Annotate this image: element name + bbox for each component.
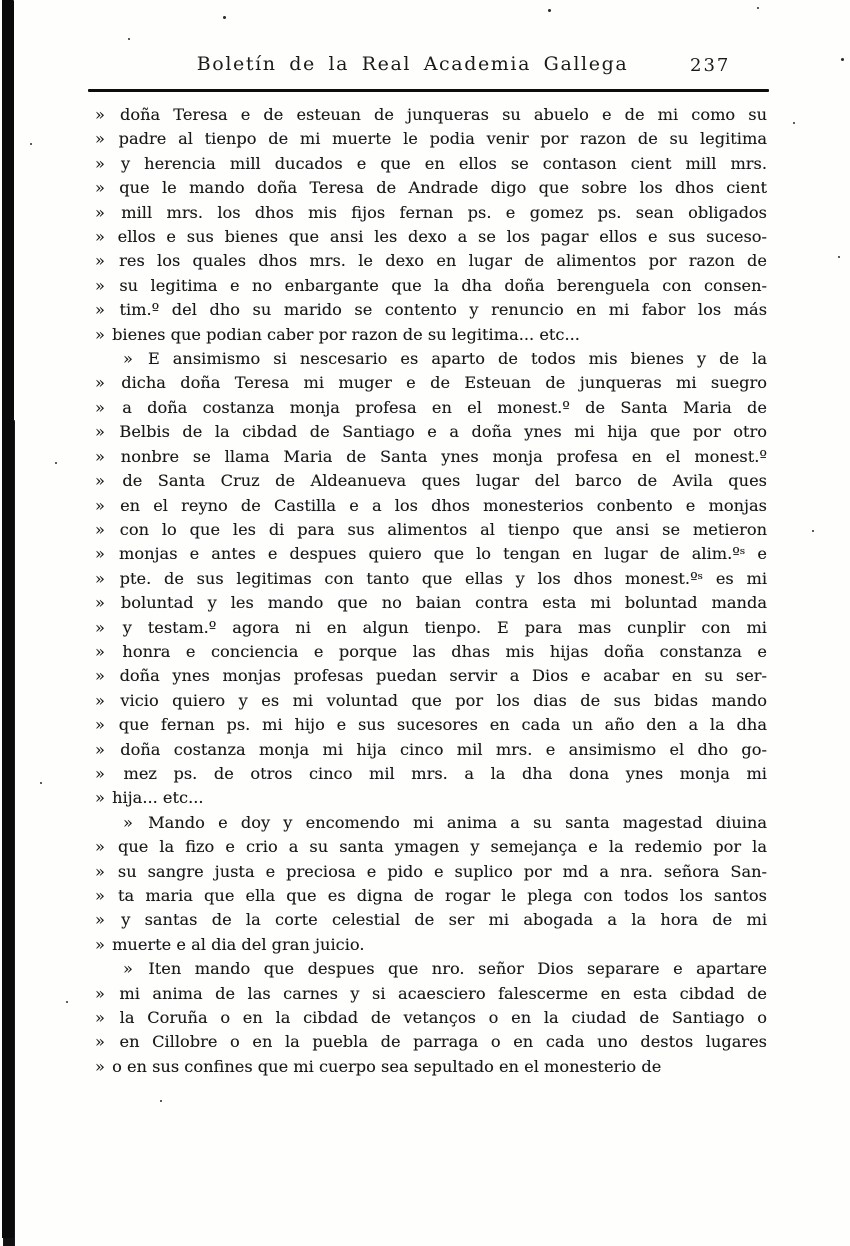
line-text: res los quales dhos mrs. le dexo en lugar de alimentos por razon de [119, 251, 767, 271]
line-text: pte. de sus legitimas con tanto que ellas y los dhos monest.ºˢ es mi [119, 568, 767, 588]
quote-mark: » [95, 227, 105, 247]
line-text: que le mando doña Teresa de Andrade digo que sobre los dhos cient [119, 178, 767, 198]
text-line [95, 298, 767, 322]
text-line [95, 176, 767, 200]
quote-mark: » [95, 105, 105, 124]
line-text: Iten mando que despues que nro. señor Dios separare e apartare [148, 959, 767, 979]
line-text: de Santa Cruz de Aldeanueva ques lugar del barco de Avila ques [122, 471, 767, 491]
scan-speck [66, 1001, 68, 1003]
line-text: padre al tienpo de mi muerte le podia venir por razon de su legitima [118, 129, 767, 149]
quote-mark: » [95, 544, 105, 564]
text-line [95, 347, 767, 371]
scan-artifact-left-bar [2, 0, 14, 1238]
quote-mark: » [95, 739, 105, 759]
text-line [95, 445, 767, 469]
text-line [95, 567, 767, 591]
text-line [95, 1055, 767, 1079]
quote-mark: » [95, 715, 105, 735]
text-line [95, 323, 767, 347]
quote-mark: » [95, 910, 105, 930]
quote-mark: » [95, 666, 105, 686]
scan-speck [223, 16, 226, 19]
quote-mark: » [95, 129, 105, 149]
line-text: mi anima de las carnes y si acaesciero falescerme en esta cibdad de [119, 983, 767, 1003]
quote-mark: » [95, 471, 105, 491]
text-line [95, 1006, 767, 1030]
quote-mark: » [95, 568, 105, 588]
text-line [95, 811, 767, 835]
text-line [95, 591, 767, 615]
scan-speck [812, 530, 814, 532]
line-text: con lo que les di para sus alimentos al tienpo que ansi se metieron [119, 519, 768, 539]
quote-mark: » [95, 1032, 105, 1052]
text-line [95, 225, 767, 249]
line-text: ta maria que ella que es digna de rogar le plega con todos los santos [118, 886, 767, 905]
text-line [95, 420, 767, 444]
quote-mark: » [95, 275, 105, 295]
quote-mark: » [123, 959, 133, 979]
line-text: y santas de la corte celestial de ser mi abogada a la hora de mi [121, 910, 767, 930]
scan-speck [793, 122, 795, 124]
line-text: ellos e sus bienes que ansi les dexo a se los pagar ellos e sus suceso- [117, 227, 767, 247]
line-text: mez ps. de otros cinco mil mrs. a la dha dona ynes monja mi [123, 763, 767, 783]
quote-mark: » [95, 373, 105, 393]
line-text: su legitima e no enbargante que la dha doña berenguela con consen- [119, 275, 767, 295]
quote-mark: » [95, 251, 105, 271]
line-text: que la fizo e crio a su santa ymagen y semejança e la redemio por la [117, 837, 767, 857]
line-text: en el reyno de Castilla e a los dhos monesterios conbento e monjas [120, 495, 767, 515]
quote-mark: » [95, 617, 105, 637]
scan-speck [128, 38, 130, 40]
quote-mark: » [95, 324, 105, 344]
document-body [95, 103, 767, 1079]
quote-mark: » [95, 202, 105, 222]
scan-speck [548, 9, 551, 12]
scan-speck [841, 58, 844, 61]
text-line [95, 957, 767, 981]
text-line [95, 860, 767, 884]
quote-mark: » [95, 983, 105, 1003]
text-line [95, 689, 767, 713]
line-text: vicio quiero y es mi voluntad que por los dias de sus bidas mando [120, 690, 767, 710]
line-text: Mando e doy y encomendo mi anima a su santa magestad diuina [148, 812, 767, 832]
quote-mark: » [95, 519, 105, 539]
quote-mark: » [95, 788, 105, 808]
text-line [95, 1030, 767, 1054]
text-line [95, 127, 767, 151]
text-line [95, 152, 767, 176]
text-line [95, 933, 767, 957]
line-text: boluntad y les mando que no baian contra esta mi boluntad manda [120, 593, 767, 613]
scan-speck [30, 143, 32, 145]
quote-mark: » [95, 422, 105, 442]
quote-mark: » [95, 641, 105, 661]
journal-title: Boletín de la Real Academia Gallega [196, 53, 629, 75]
line-text: dicha doña Teresa mi muger e de Esteuan de junqueras mi suegro [121, 373, 767, 393]
quote-mark: » [95, 300, 105, 320]
scan-speck [160, 1100, 162, 1102]
line-text: que fernan ps. mi hijo e sus sucesores en cada un año den a la dha [118, 715, 767, 735]
scan-speck [55, 462, 57, 464]
line-text: muerte e al dia del gran juicio. [112, 934, 365, 954]
line-text: en Cillobre o en la puebla de parraga o en cada uno destos lugares [119, 1032, 767, 1052]
text-line [95, 664, 767, 688]
quote-mark: » [95, 837, 105, 857]
text-line [95, 738, 767, 762]
header-rule [88, 89, 769, 92]
text-line [95, 103, 767, 127]
text-line [95, 542, 767, 566]
line-text: honra e conciencia e porque las dhas mis hijas doña constanza e [122, 641, 767, 661]
text-line [95, 640, 767, 664]
page-header [90, 53, 735, 75]
line-text: mill mrs. los dhos mis fijos fernan ps. e gomez ps. sean obligados [121, 202, 767, 222]
text-line [95, 713, 767, 737]
text-line [95, 982, 767, 1006]
line-text: nonbre se llama Maria de Santa ynes monja profesa en el monest.º [120, 446, 767, 466]
quote-mark: » [95, 886, 105, 905]
text-line [95, 518, 767, 542]
text-line [95, 908, 767, 932]
quote-mark: » [95, 397, 105, 417]
line-text: Belbis de la cibdad de Santiago e a doña ynes mi hija que por otro [119, 422, 767, 442]
line-text: doña costanza monja mi hija cinco mil mrs. e ansimismo el dho go- [120, 739, 767, 759]
line-text: y testam.º agora ni en algun tienpo. E para mas cunplir con mi [122, 617, 767, 637]
quote-mark: » [95, 446, 105, 466]
quote-mark: » [95, 690, 105, 710]
line-text: o en sus confines que mi cuerpo sea sepultado en el monesterio de [112, 1056, 662, 1076]
line-text: la Coruña o en la cibdad de vetanços o en la ciudad de Santiago o [119, 1008, 767, 1028]
text-line [95, 835, 767, 859]
quote-mark: » [95, 593, 105, 613]
quote-mark: » [95, 1056, 105, 1076]
text-line [95, 616, 767, 640]
text-line [95, 469, 767, 493]
quote-mark: » [123, 812, 133, 832]
quote-mark: » [95, 934, 105, 954]
line-text: su sangre justa e preciosa e pido e suplico por md a nra. señora San- [117, 861, 767, 881]
line-text: y herencia mill ducados e que en ellos se contason cient mill mrs. [120, 153, 767, 173]
line-text: bienes que podian caber por razon de su legitima... etc... [112, 324, 580, 344]
text-line [95, 371, 767, 395]
line-text: hija... etc... [112, 788, 204, 808]
text-line [95, 274, 767, 298]
scan-speck [838, 256, 840, 258]
text-line [95, 786, 767, 810]
quote-mark: » [95, 861, 105, 881]
quote-mark: » [95, 763, 105, 783]
quote-mark: » [123, 349, 133, 369]
line-text: doña Teresa e de esteuan de junqueras su abuelo e de mi como su [120, 105, 767, 124]
line-text: monjas e antes e despues quiero que lo tengan en lugar de alim.ºˢ e [119, 544, 768, 564]
page-number: 237 [690, 55, 731, 76]
text-line [95, 201, 767, 225]
text-line [95, 494, 767, 518]
line-text: a doña costanza monja profesa en el monest.º de Santa Maria de [122, 397, 767, 417]
quote-mark: » [95, 1008, 105, 1028]
text-line [95, 762, 767, 786]
text-line [95, 249, 767, 273]
line-text: doña ynes monjas profesas puedan servir a Dios e acabar en su ser- [119, 666, 767, 686]
quote-mark: » [95, 178, 105, 198]
text-line [95, 884, 767, 908]
scan-speck [757, 7, 759, 9]
text-line [95, 396, 767, 420]
line-text: tim.º del dho su marido se contento y renuncio en mi fabor los más [119, 300, 767, 320]
scan-speck [40, 782, 42, 784]
quote-mark: » [95, 153, 105, 173]
quote-mark: » [95, 495, 105, 515]
line-text: E ansimismo si nescesario es aparto de todos mis bienes y de la [147, 349, 767, 369]
